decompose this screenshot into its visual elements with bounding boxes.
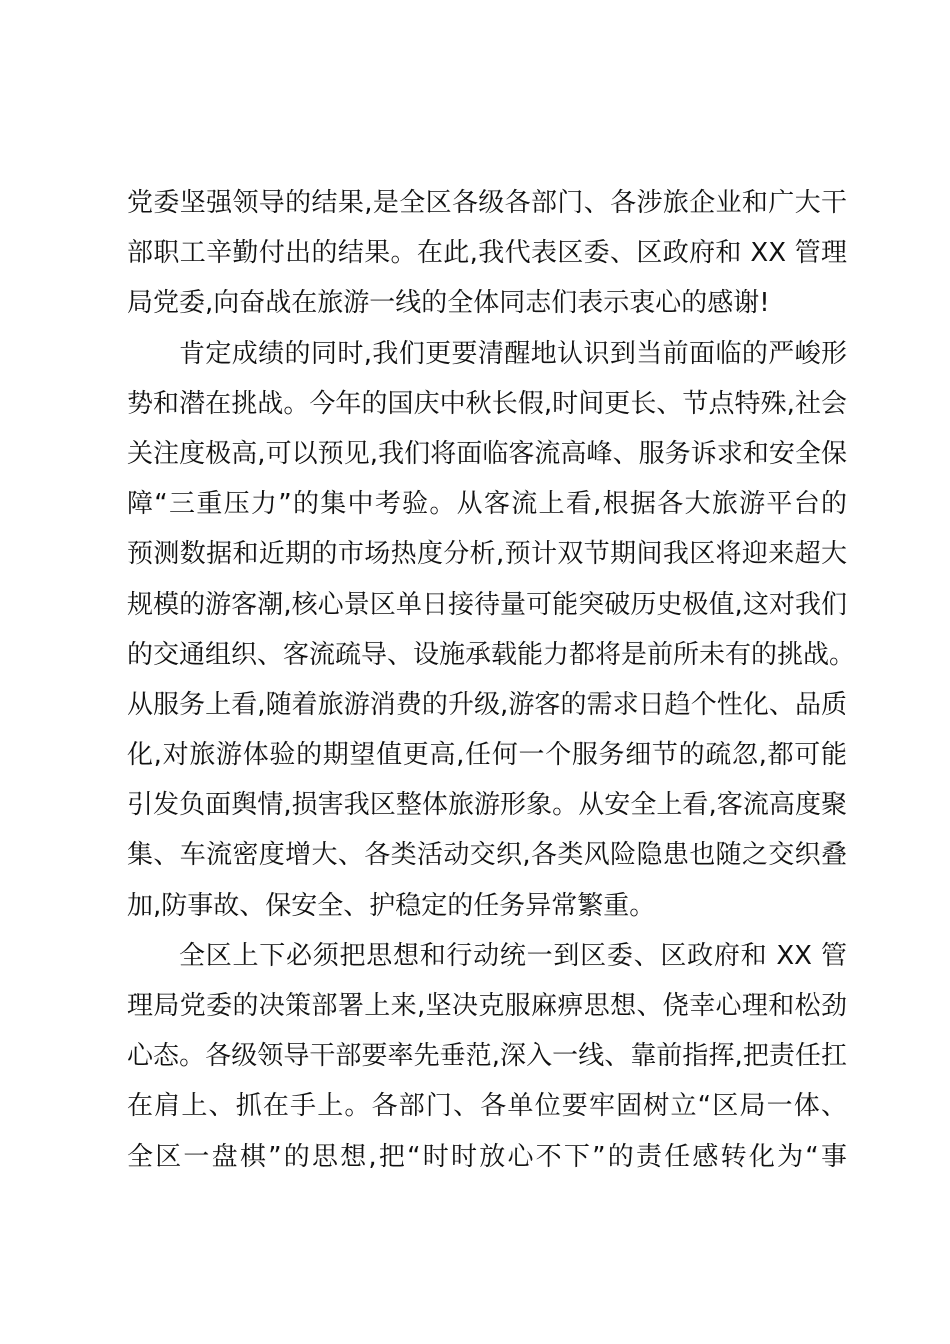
text-line: 化,对旅游体验的期望值更高,任何一个服务细节的疏忽,都可能 [127,740,847,771]
text-line: 预测数据和近期的市场热度分析,预计双节期间我区将迎来超大 [127,539,847,570]
text-line: 局党委,向奋战在旅游一线的全体同志们表示衷心的感谢! [127,288,770,319]
text-line: 从服务上看,随着旅游消费的升级,游客的需求日趋个性化、品质 [127,689,847,720]
text-line: 心态。各级领导干部要率先垂范,深入一线、靠前指挥,把责任扛 [127,1041,847,1072]
text-line: 障“三重压力”的集中考验。从客流上看,根据各大旅游平台的 [127,489,847,520]
text-line: 党委坚强领导的结果,是全区各级各部门、各涉旅企业和广大干 [127,188,847,218]
text-line: 的交通组织、客流疏导、设施承载能力都将是前所未有的挑战。 [127,639,856,670]
text-line: 规模的游客潮,核心景区单日接待量可能突破历史极值,这对我们 [127,589,847,620]
text-line: 集、车流密度增大、各类活动交织,各类风险隐患也随之交织叠 [127,840,847,871]
text-line: 引发负面舆情,损害我区整体旅游形象。从安全上看,客流高度聚 [127,790,847,821]
paragraph [127,329,856,931]
paragraph [127,931,847,1182]
text-line: 全区一盘棋”的思想,把“时时放心不下”的责任感转化为“事 [127,1141,847,1172]
document-body [127,178,856,1182]
text-line: 全区上下必须把思想和行动统一到区委、区政府和 XX 管 [179,940,847,971]
text-line: 加,防事故、保安全、护稳定的任务异常繁重。 [127,890,656,921]
text-line: 理局党委的决策部署上来,坚决克服麻痹思想、侥幸心理和松劲 [127,991,847,1021]
text-line: 部职工辛勤付出的结果。在此,我代表区委、区政府和 XX 管理 [127,238,847,269]
text-line: 在肩上、抓在手上。各部门、各单位要牢固树立“区局一体、 [127,1091,847,1122]
text-line: 势和潜在挑战。今年的国庆中秋长假,时间更长、节点特殊,社会 [127,388,847,419]
text-line: 关注度极高,可以预见,我们将面临客流高峰、服务诉求和安全保 [127,438,847,469]
text-line: 肯定成绩的同时,我们更要清醒地认识到当前面临的严峻形 [179,338,847,369]
paragraph [127,178,847,329]
